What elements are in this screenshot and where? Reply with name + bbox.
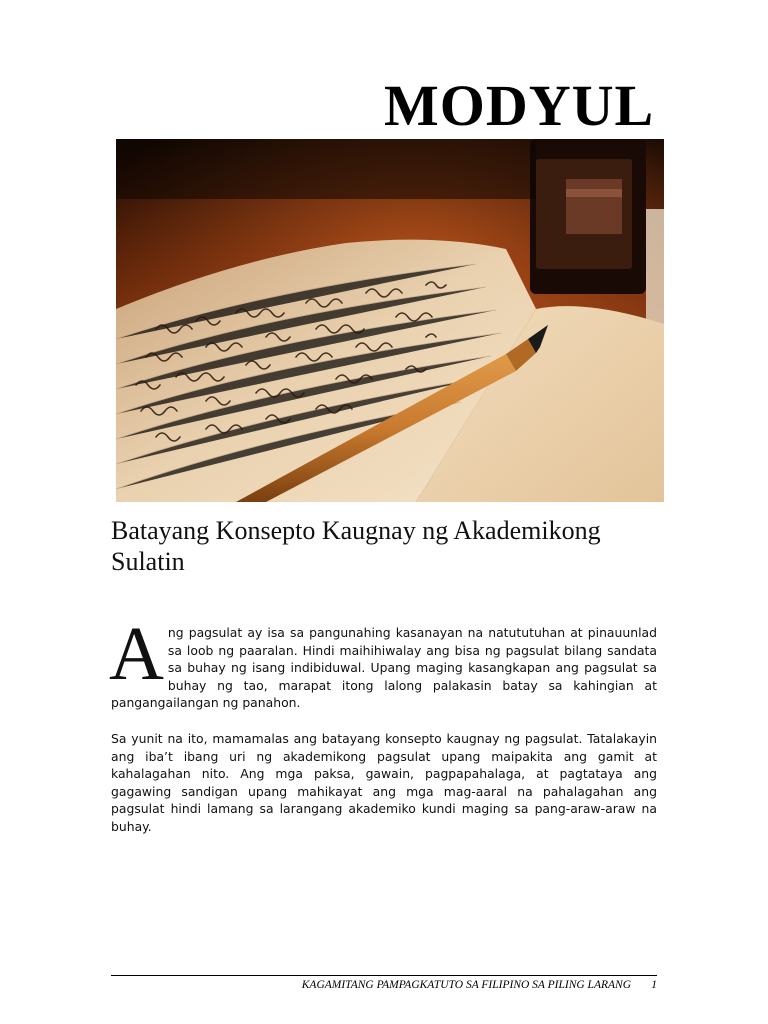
page-footer	[111, 978, 657, 992]
intro-paragraph	[109, 612, 657, 712]
notebook-quill-pen-photo	[116, 139, 664, 502]
second-paragraph: Sa yunit na ito, mamamalas ang batayang konsepto kaugnay ng pagsulat. Tatalakayin ang iba’t ibang uri ng akademikong pagsulat upang maipakita ang gamit at kahalagahan nito. Ang mga paksa, gawain, pagpapahalaga, at pagtataya ang gagawing sandigan upang mahikayat ang mga mag-aaral na pahalagahan ang pagsulat hindi lamang sa larangang akademiko kundi maging sa pang-araw-araw na buhay.	[111, 731, 657, 834]
footer-rule	[111, 975, 657, 976]
paragraph-1-text: ng pagsulat ay isa sa pangunahing kasanayan na natututuhan at pinauunlad sa loob ng paaralan. Hindi maihihiwalay ang bisa ng pagsulat bilang sandata sa buhay ng isang indibiduwal. Upang maging kasangkapan ang pagsulat sa buhay ng tao, marapat itong lalong palakasin batay sa kahingian at pangangailangan ng panahon.	[111, 625, 657, 711]
module-title: MODYUL	[384, 73, 655, 138]
drop-cap: A	[109, 612, 164, 696]
page-number: 1	[651, 979, 657, 991]
section-subtitle: Batayang Konsepto Kaugnay ng Akademikong Sulatin	[111, 516, 601, 576]
footer-text: KAGAMITANG PAMPAGKATUTO SA FILIPINO SA PILING LARANG	[301, 979, 631, 991]
